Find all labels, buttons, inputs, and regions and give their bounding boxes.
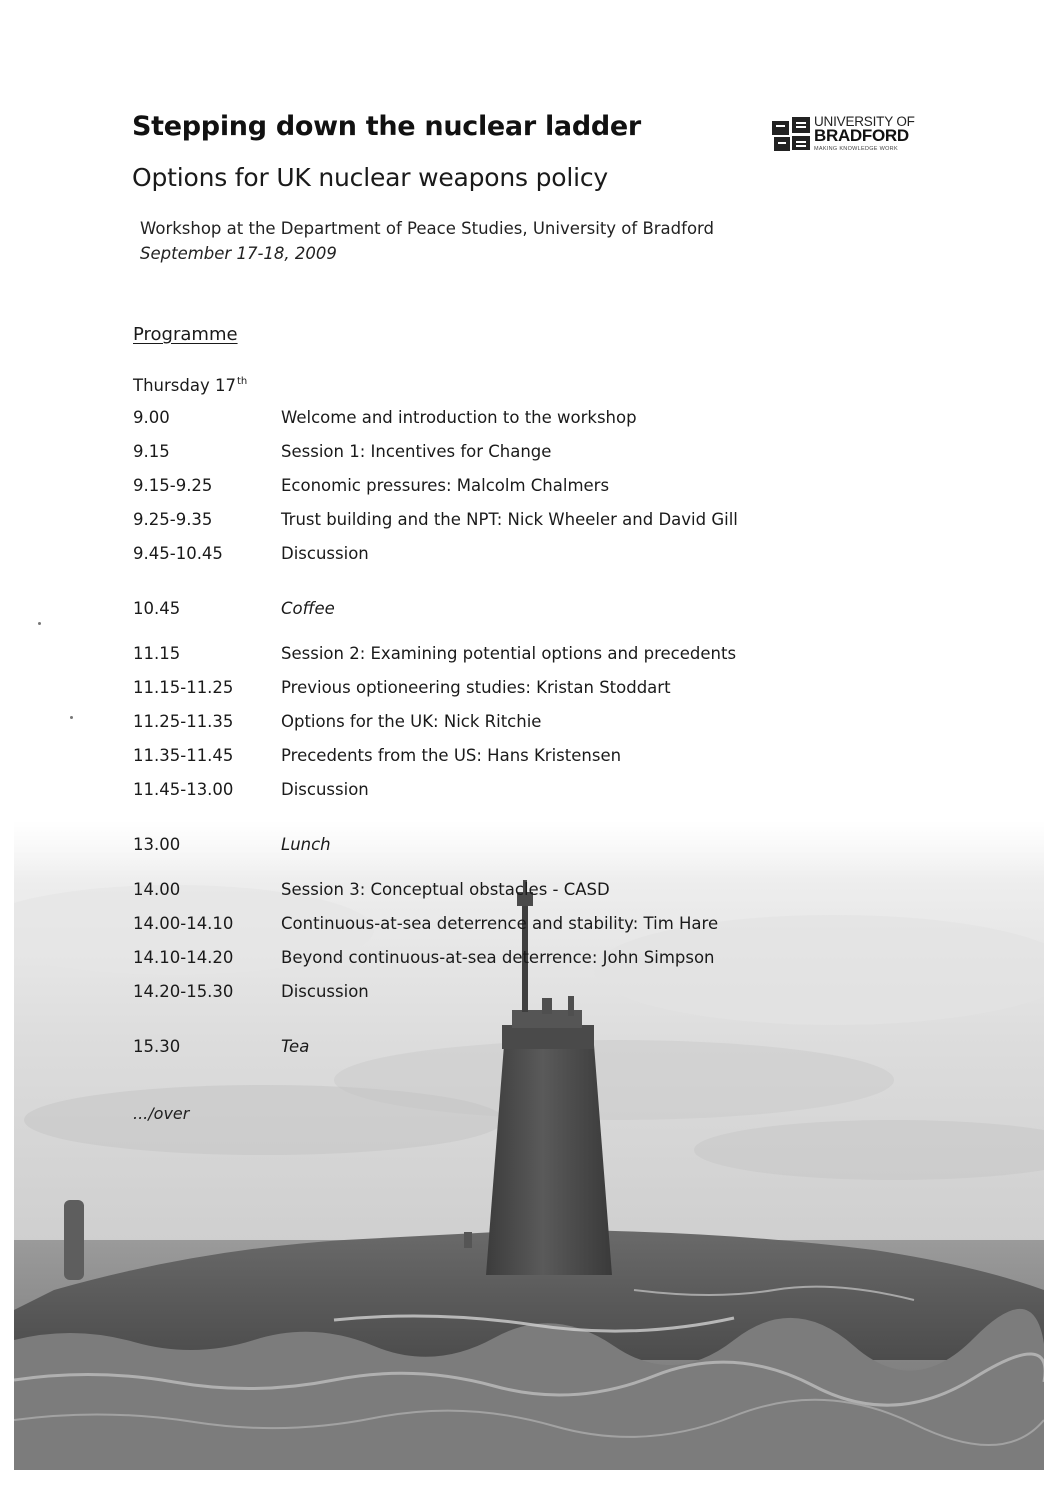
scan-speck xyxy=(38,622,41,625)
schedule-row xyxy=(0,442,1058,466)
logo-tagline: MAKING KNOWLEDGE WORK xyxy=(814,146,898,152)
schedule-row xyxy=(0,644,1058,668)
university-logo xyxy=(770,113,930,159)
schedule-time: 14.20-15.30 xyxy=(133,982,234,1001)
logo-line-1: UNIVERSITY OF xyxy=(814,114,915,129)
schedule-time: 11.25-11.35 xyxy=(133,712,234,731)
schedule-time: 9.00 xyxy=(133,408,170,427)
schedule-row xyxy=(0,780,1058,804)
schedule-row-break xyxy=(0,835,1058,859)
schedule-item: Discussion xyxy=(281,544,369,563)
schedule-time: 9.25-9.35 xyxy=(133,510,213,529)
schedule-row-break xyxy=(0,599,1058,623)
schedule-row xyxy=(0,982,1058,1006)
schedule-item: Coffee xyxy=(281,599,335,618)
schedule-time: 14.10-14.20 xyxy=(133,948,234,967)
programme-heading: Programme xyxy=(133,324,238,345)
scan-speck xyxy=(70,716,73,719)
day-suffix: th xyxy=(236,376,248,387)
schedule-time: 9.45-10.45 xyxy=(133,544,223,563)
schedule-time: 11.15-11.25 xyxy=(133,678,234,697)
schedule-item: Economic pressures: Malcolm Chalmers xyxy=(281,476,610,495)
schedule-item: Options for the UK: Nick Ritchie xyxy=(281,712,542,731)
schedule-time: 15.30 xyxy=(133,1037,181,1056)
schedule-item: Previous optioneering studies: Kristan Stoddart xyxy=(281,678,671,697)
schedule-time: 11.35-11.45 xyxy=(133,746,234,765)
schedule-row xyxy=(0,510,1058,534)
workshop-dates: September 17-18, 2009 xyxy=(140,244,337,263)
schedule-time: 13.00 xyxy=(133,835,181,854)
day-heading xyxy=(133,376,247,395)
schedule-item: Discussion xyxy=(281,982,369,1001)
schedule-row xyxy=(0,914,1058,938)
day-label: Thursday 17 xyxy=(133,376,236,395)
continuation-note: .../over xyxy=(133,1104,190,1123)
schedule-row xyxy=(0,712,1058,736)
schedule-time: 14.00 xyxy=(133,880,181,899)
schedule-row xyxy=(0,408,1058,432)
schedule-item: Discussion xyxy=(281,780,369,799)
schedule-time: 11.15 xyxy=(133,644,181,663)
schedule-row xyxy=(0,678,1058,702)
schedule-time: 14.00-14.10 xyxy=(133,914,234,933)
schedule-item: Session 1: Incentives for Change xyxy=(281,442,552,461)
schedule-time: 11.45-13.00 xyxy=(133,780,234,799)
schedule-item: Continuous-at-sea deterrence and stability: Tim Hare xyxy=(281,914,719,933)
schedule-item: Precedents from the US: Hans Kristensen xyxy=(281,746,622,765)
document-subtitle: Options for UK nuclear weapons policy xyxy=(132,163,608,192)
schedule-row-break xyxy=(0,1037,1058,1061)
schedule-item: Lunch xyxy=(281,835,331,854)
schedule-item: Trust building and the NPT: Nick Wheeler and David Gill xyxy=(281,510,738,529)
schedule-time: 9.15 xyxy=(133,442,170,461)
schedule-item: Beyond continuous-at-sea deterrence: John Simpson xyxy=(281,948,715,967)
workshop-line: Workshop at the Department of Peace Studies, University of Bradford xyxy=(140,219,715,238)
schedule-row xyxy=(0,948,1058,972)
schedule-time: 9.15-9.25 xyxy=(133,476,213,495)
logo-line-2: BRADFORD xyxy=(814,126,909,145)
schedule-time: 10.45 xyxy=(133,599,181,618)
schedule-item: Session 3: Conceptual obstacles - CASD xyxy=(281,880,610,899)
document-title: Stepping down the nuclear ladder xyxy=(132,111,641,142)
schedule-item: Welcome and introduction to the workshop xyxy=(281,408,637,427)
schedule-row xyxy=(0,544,1058,568)
university-crest-icon xyxy=(772,117,812,153)
schedule-row xyxy=(0,880,1058,904)
schedule-item: Session 2: Examining potential options and precedents xyxy=(281,644,737,663)
schedule-row xyxy=(0,746,1058,770)
schedule-item: Tea xyxy=(281,1037,310,1056)
schedule-row xyxy=(0,476,1058,500)
